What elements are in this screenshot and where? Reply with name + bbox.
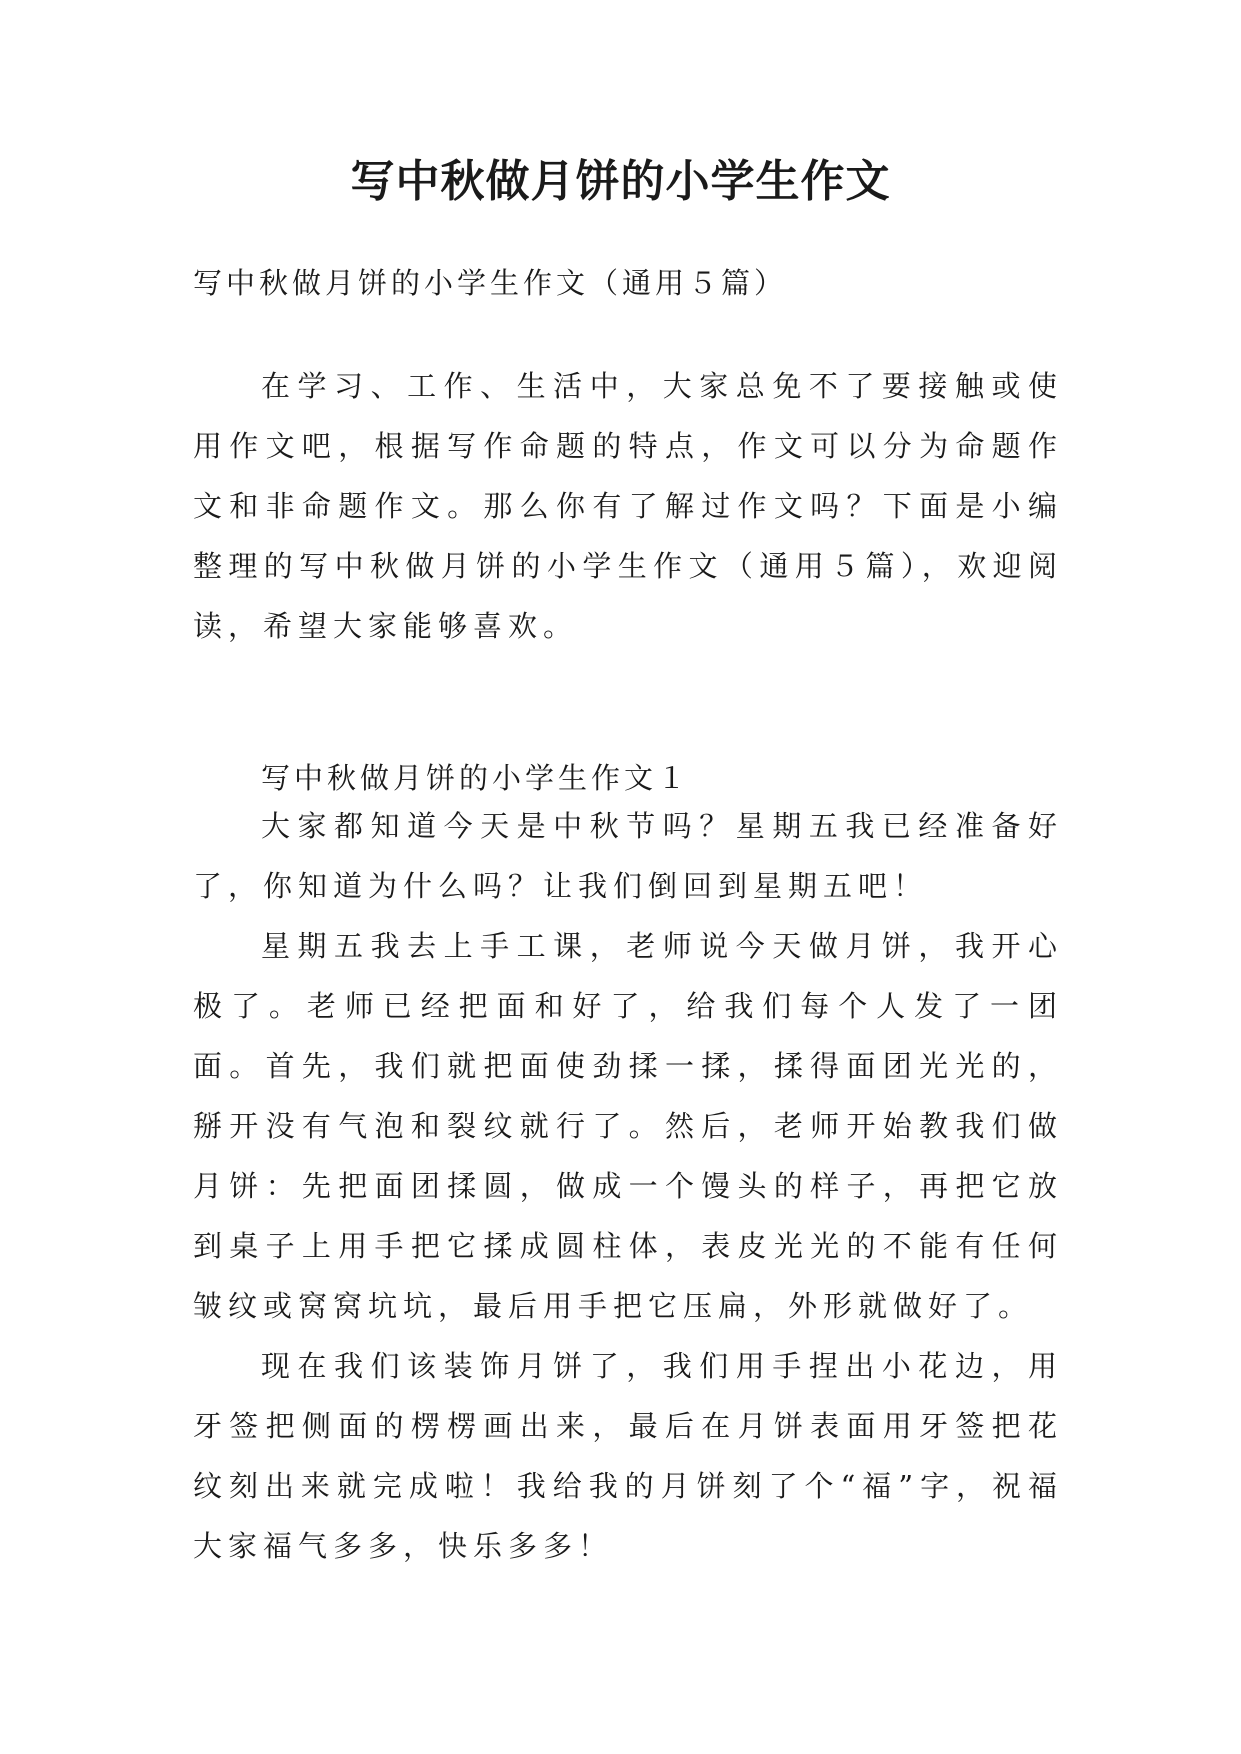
- essay-paragraph-1: 大家都知道今天是中秋节吗？星期五我已经准备好了，你知道为什么吗？让我们倒回到星期五吧！: [193, 809, 1063, 903]
- section-heading: 写中秋做月饼的小学生作文１: [261, 761, 691, 795]
- document-title: 写中秋做月饼的小学生作文: [350, 156, 891, 207]
- document-subtitle: 写中秋做月饼的小学生作文（通用５篇）: [193, 266, 788, 300]
- essay-paragraph-2: 星期五我去上手工课，老师说今天做月饼，我开心极了。老师已经把面和好了，给我们每个人发了一团面。首先，我们就把面使劲揉一揉，揉得面团光光的，掰开没有气泡和裂纹就行了。然后，老师开始教我们做月饼：先把面团揉圆，做成一个馒头的样子，再把它放到桌子上用手把它揉成圆柱体，表皮光光的不能有任何皱纹或窝窝坑坑，最后用手把它压扁，外形就做好了。: [193, 929, 1063, 1323]
- intro-paragraph: 在学习、工作、生活中，大家总免不了要接触或使用作文吧，根据写作命题的特点，作文可以分为命题作文和非命题作文。那么你有了解过作文吗？下面是小编整理的写中秋做月饼的小学生作文（通用５篇），欢迎阅读，希望大家能够喜欢。: [193, 369, 1063, 643]
- essay-paragraph-3: 现在我们该装饰月饼了，我们用手捏出小花边，用牙签把侧面的楞楞画出来，最后在月饼表面用牙签把花纹刻出来就完成啦！我给我的月饼刻了个“福”字，祝福大家福气多多，快乐多多！: [193, 1349, 1063, 1563]
